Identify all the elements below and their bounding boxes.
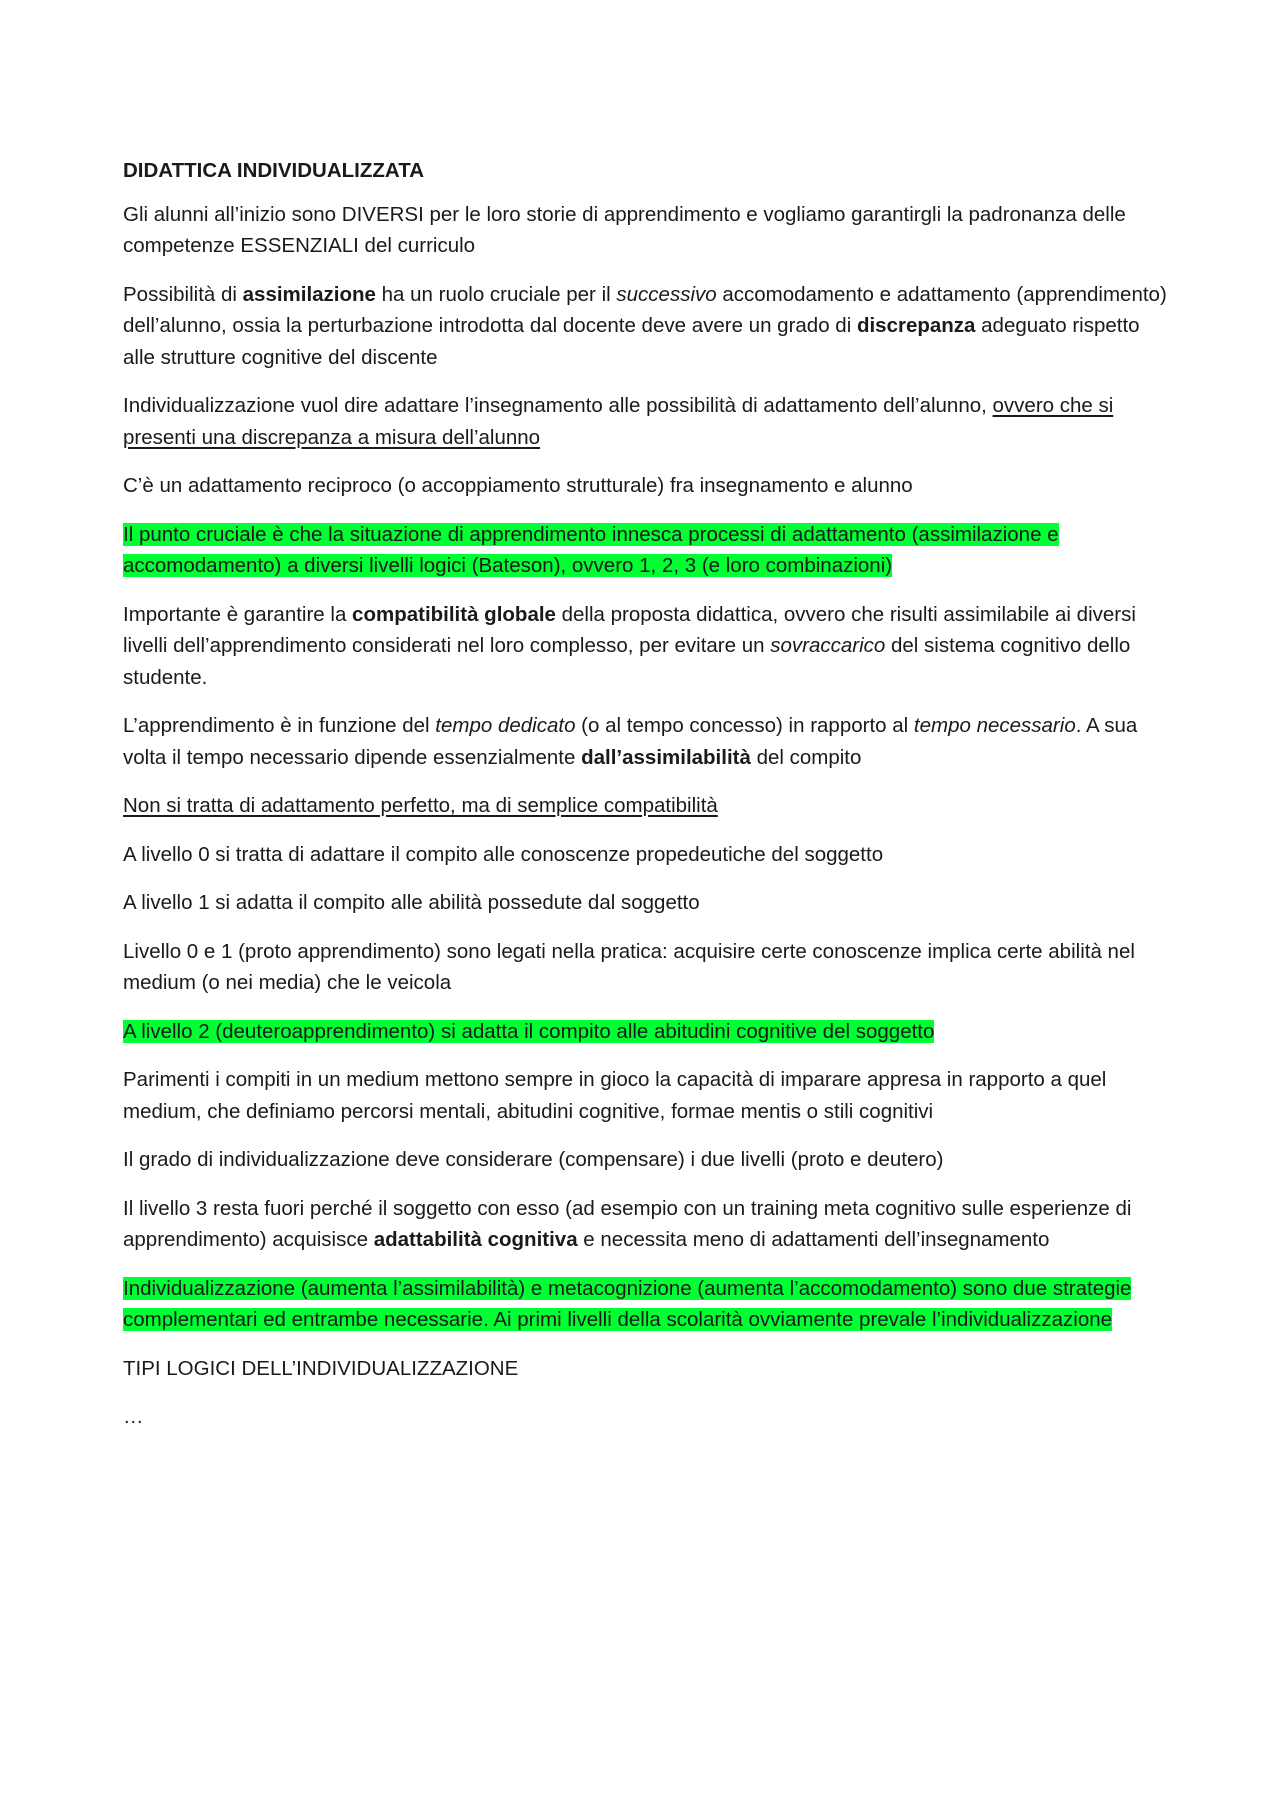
text-run: (o al tempo concesso) in rapporto al [575, 714, 914, 737]
highlight-metacognizione: Individualizzazione (aumenta l’assimilabilità) e metacognizione (aumenta l’accomodamento) sono due strategie complementari ed entrambe necessarie. Ai primi livelli della scolarità ovviamente prevale l’individualizzazione [123, 1276, 1132, 1331]
paragraph-non-adattamento-perfetto [123, 790, 1170, 822]
text-run: del sistema cognitivo dello studente. [123, 634, 1131, 689]
italic-tempo-necessario: tempo necessario [913, 714, 1076, 737]
text-run: Il livello 3 resta fuori perché il soggetto con esso (ad esempio con un training meta cognitivo sulle esperienze di apprendimento) acquisisce [123, 1196, 1132, 1251]
paragraph-medium: Parimenti i compiti in un medium mettono sempre in gioco la capacità di imparare appresa in rapporto a quel medium, che definiamo percorsi mentali, abitudini cognitive, formae mentis o stili cognitivi [123, 1068, 1107, 1123]
bold-compatibilita-globale: compatibilità globale [352, 602, 556, 626]
text-run: e necessita meno di adattamenti dell’insegnamento [577, 1228, 1050, 1251]
paragraph-grado-individualizzazione: Il grado di individualizzazione deve considerare (compensare) i due livelli (proto e deutero) [123, 1148, 944, 1171]
paragraph-metacognizione [123, 1273, 1170, 1336]
bold-discrepanza: discrepanza [856, 314, 976, 337]
text-run: ha un ruolo cruciale per il [375, 282, 617, 306]
text-run: del compito [750, 745, 862, 769]
text-run: Individualizzazione vuol dire adattare l’insegnamento alle possibilità di adattamento dell’alunno, [123, 394, 993, 417]
paragraph-diversi: Gli alunni all’inizio sono DIVERSI per le loro storie di apprendimento e vogliamo garantirgli la padronanza delle competenze ESSENZIALI del curriculo [123, 202, 1126, 257]
text-run: Possibilità di [123, 282, 243, 306]
section-heading-tipi-logici: TIPI LOGICI DELL’INDIVIDUALIZZAZIONE [123, 1356, 519, 1380]
paragraph-livello-3 [123, 1193, 1170, 1256]
text-run: adeguato rispetto alle strutture cognitive del discente [123, 314, 1140, 369]
paragraph-livello-2 [123, 1016, 1170, 1048]
underlined-compatibilita: Non si tratta di adattamento perfetto, ma di semplice compatibilità [123, 794, 718, 817]
bold-adattabilita-cognitiva: adattabilità cognitiva [373, 1228, 578, 1251]
text-run: della proposta didattica, ovvero che risulti assimilabile ai diversi livelli dell’apprendimento considerati nel loro complesso, per evitare un [123, 602, 1136, 657]
bold-assimilabilita: dall’assimilabilità [581, 745, 751, 769]
paragraph-compatibilita-globale [123, 599, 1170, 694]
italic-sovraccarico: sovraccarico [770, 634, 886, 657]
highlight-punto-cruciale: Il punto cruciale è che la situazione di apprendimento innesca processi di adattamento (assimilazione e accomodamento) a diversi livelli logici (Bateson), ovvero 1, 2, 3 (e loro combinazioni) [123, 522, 1059, 577]
paragraph-punto-cruciale [123, 519, 1170, 582]
paragraph-adattamento-reciproco: C’è un adattamento reciproco (o accoppiamento strutturale) fra insegnamento e alunno [123, 474, 913, 497]
paragraph-livello-1: A livello 1 si adatta il compito alle abilità possedute dal soggetto [123, 891, 700, 914]
highlight-livello-2: A livello 2 (deuteroapprendimento) si adatta il compito alle abitudini cognitive del soggetto [123, 1019, 935, 1043]
text-run: Importante è garantire la [123, 602, 353, 626]
ellipsis: … [123, 1405, 144, 1428]
underlined-discrepanza: ovvero che si presenti una discrepanza a misura dell’alunno [123, 394, 1114, 449]
paragraph-proto-apprendimento: Livello 0 e 1 (proto apprendimento) sono legati nella pratica: acquisire certe conoscenze implica certe abilità nel medium (o nei media) che le veicola [123, 939, 1135, 994]
text-run: L’apprendimento è in funzione del [123, 714, 436, 737]
bold-assimilazione: assimilazione [242, 282, 376, 306]
paragraph-tempo [123, 710, 1170, 773]
paragraph-livello-0: A livello 0 si tratta di adattare il compito alle conoscenze propedeutiche del soggetto [123, 842, 884, 866]
document-title: DIDATTICA INDIVIDUALIZZATA [123, 159, 425, 182]
paragraph-individualizzazione [123, 390, 1170, 453]
italic-tempo-dedicato: tempo dedicato [435, 714, 576, 737]
text-run: accomodamento e adattamento (apprendimento) dell’alunno, ossia la perturbazione introdotta dal docente deve avere un grado di [123, 282, 1167, 337]
paragraph-assimilazione [123, 279, 1170, 374]
text-run: . A sua volta il tempo necessario dipende essenzialmente [123, 714, 1138, 769]
italic-successivo: successivo [616, 282, 717, 306]
